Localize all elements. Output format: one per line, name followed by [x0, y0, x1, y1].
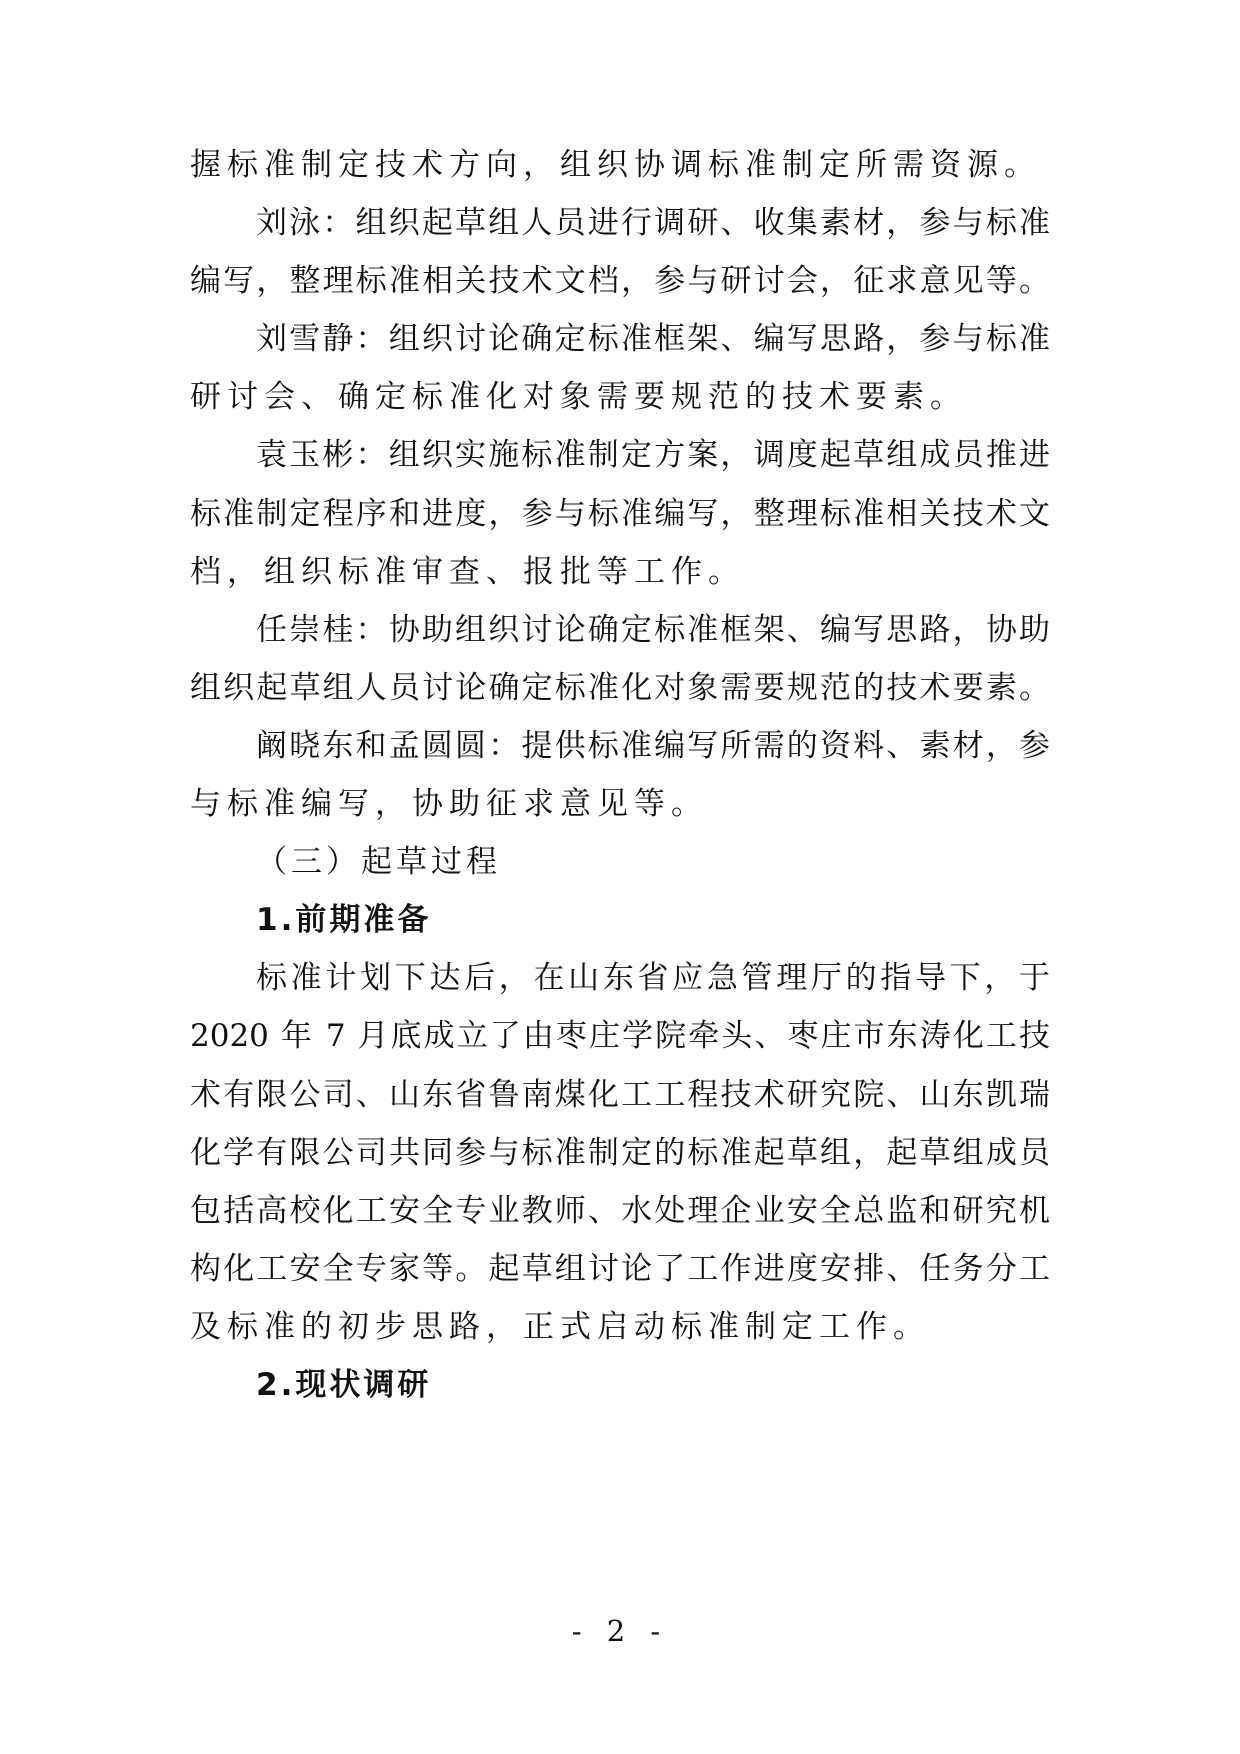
subsection-heading: 1.前期准备: [256, 902, 432, 938]
paragraph-line: 档，组织标准审查、报批等工作。: [190, 554, 745, 590]
paragraph-line: 标准计划下达后，在山东省应急管理厅的指导下，于: [256, 960, 1050, 996]
paragraph-line: 袁玉彬：组织实施标准制定方案，调度起草组成员推进: [256, 437, 1050, 473]
paragraph-line: 研讨会、确定标准化对象需要规范的技术要素。: [190, 379, 967, 415]
paragraph-line: 刘泳：组织起草组人员进行调研、收集素材，参与标准: [256, 205, 1050, 241]
paragraph-line: 构化工安全专家等。起草组讨论了工作进度安排、任务分工: [190, 1251, 1050, 1287]
paragraph-line: 任崇桂：协助组织讨论确定标准框架、编写思路，协助: [256, 612, 1050, 648]
paragraph-line: 阚晓东和孟圆圆：提供标准编写所需的资料、素材，参: [256, 728, 1050, 764]
paragraph-line: 握标准制定技术方向，组织协调标准制定所需资源。: [190, 147, 1041, 183]
section-heading: （三）起草过程: [256, 844, 501, 880]
paragraph-line: 包括高校化工安全专业教师、水处理企业安全总监和研究机: [190, 1193, 1050, 1229]
paragraph-line: 编写，整理标准相关技术文档，参与研讨会，征求意见等。: [190, 263, 1050, 299]
page-number: - 2 -: [571, 1614, 669, 1648]
paragraph-line: 标准制定程序和进度，参与标准编写，整理标准相关技术文: [190, 496, 1050, 532]
paragraph-line: 组织起草组人员讨论确定标准化对象需要规范的技术要素。: [190, 670, 1050, 706]
paragraph-line: 2020 年 7 月底成立了由枣庄学院牵头、枣庄市东涛化工技: [190, 1018, 1050, 1054]
paragraph-line: 刘雪静：组织讨论确定标准框架、编写思路，参与标准: [256, 321, 1050, 357]
paragraph-line: 术有限公司、山东省鲁南煤化工工程技术研究院、山东凯瑞: [190, 1077, 1050, 1113]
paragraph-line: 及标准的初步思路，正式启动标准制定工作。: [190, 1309, 930, 1345]
paragraph-line: 化学有限公司共同参与标准制定的标准起草组，起草组成员: [190, 1135, 1050, 1171]
subsection-heading: 2.现状调研: [256, 1367, 432, 1403]
paragraph-line: 与标准编写，协助征求意见等。: [190, 786, 708, 822]
